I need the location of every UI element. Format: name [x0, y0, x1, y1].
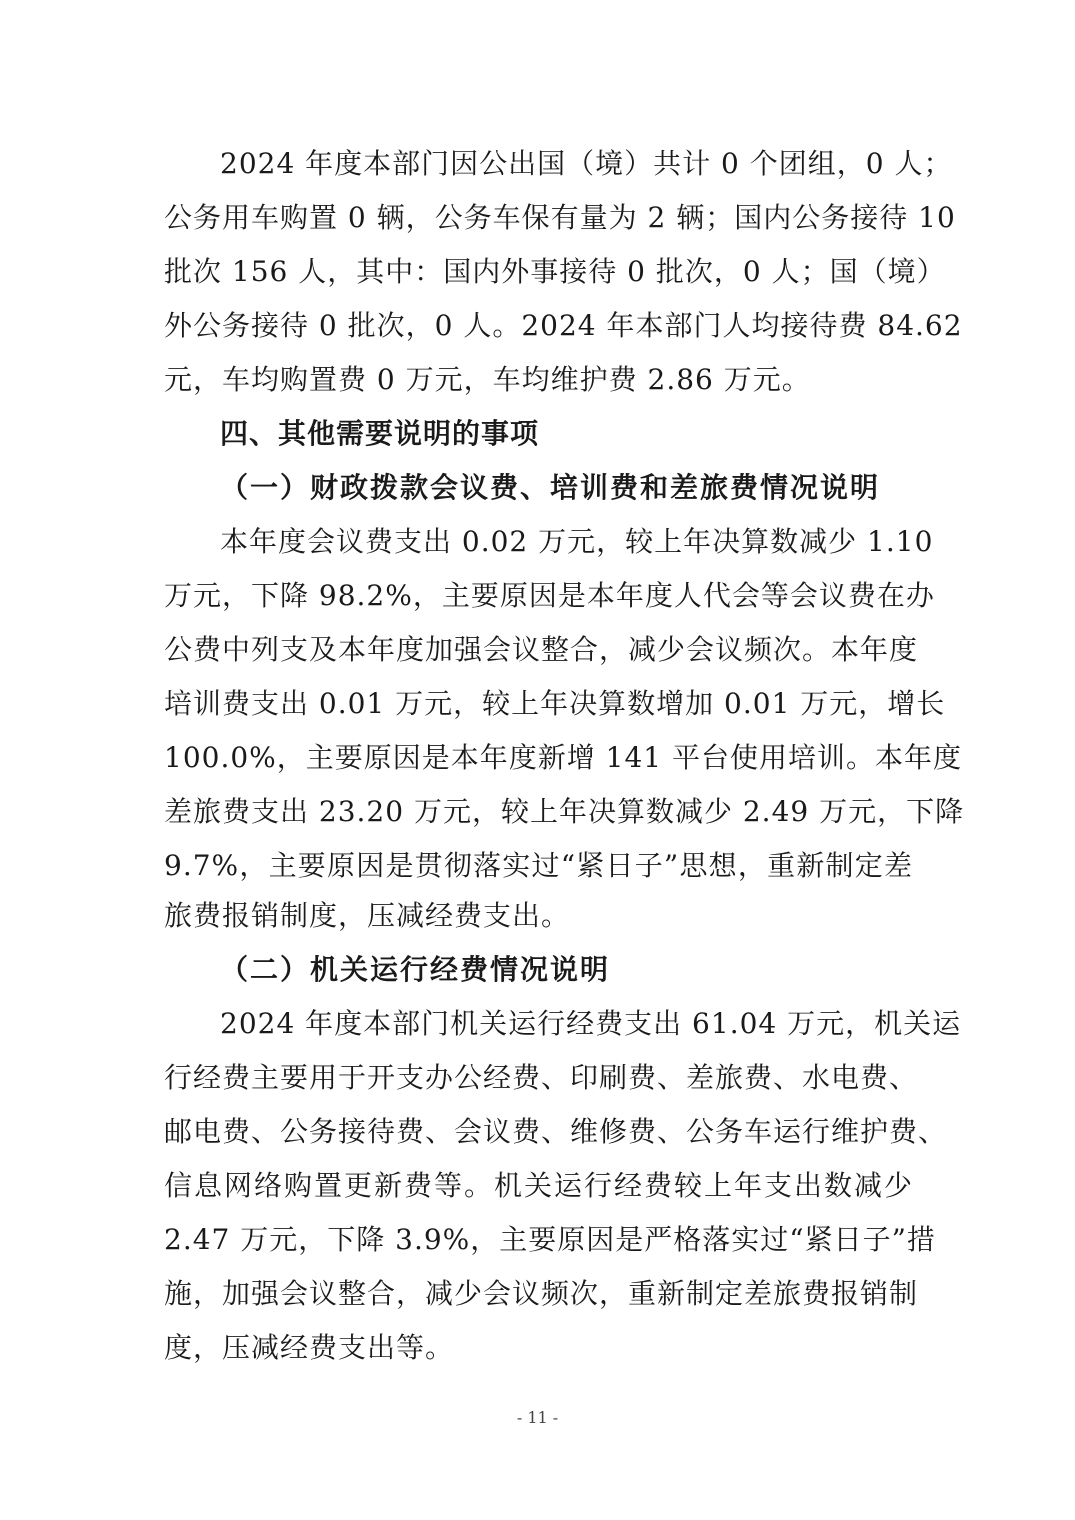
subsection-heading: （一）财政拨款会议费、培训费和差旅费情况说明 — [220, 471, 881, 504]
page-number: - 11 - — [516, 1408, 559, 1427]
paragraph-line: 2024 年度本部门机关运行经费支出 61.04 万元，机关运 — [220, 1007, 962, 1040]
paragraph-line: 外公务接待 0 批次，0 人。2024 年本部门人均接待费 84.62 — [164, 309, 963, 342]
section-heading: 四、其他需要说明的事项 — [220, 417, 540, 450]
paragraph-line: 公务用车购置 0 辆，公务车保有量为 2 辆；国内公务接待 10 — [164, 201, 956, 234]
paragraph-line: 旅费报销制度，压减经费支出。 — [164, 899, 571, 932]
paragraph-line: 本年度会议费支出 0.02 万元，较上年决算数减少 1.10 — [220, 525, 934, 558]
paragraph-line: 培训费支出 0.01 万元，较上年决算数增加 0.01 万元，增长 — [164, 687, 946, 720]
paragraph-line: 信息网络购置更新费等。机关运行经费较上年支出数减少 — [164, 1169, 913, 1202]
paragraph-line: 度，压减经费支出等。 — [164, 1331, 455, 1364]
paragraph-line: 邮电费、公务接待费、会议费、维修费、公务车运行维护费、 — [164, 1115, 948, 1148]
paragraph-line: 100.0%，主要原因是本年度新增 141 平台使用培训。本年度 — [164, 741, 963, 774]
paragraph-line: 元，车均购置费 0 万元，车均维护费 2.86 万元。 — [164, 363, 811, 396]
paragraph-line: 批次 156 人，其中：国内外事接待 0 批次，0 人；国（境） — [164, 255, 946, 288]
paragraph-line: 万元，下降 98.2%，主要原因是本年度人代会等会议费在办 — [164, 579, 935, 612]
paragraph-line: 差旅费支出 23.20 万元，较上年决算数减少 2.49 万元，下降 — [164, 795, 965, 828]
paragraph-line: 公费中列支及本年度加强会议整合，减少会议频次。本年度 — [164, 633, 919, 666]
paragraph-line: 9.7%，主要原因是贯彻落实过“紧日子”思想，重新制定差 — [164, 849, 913, 882]
paragraph-line: 2024 年度本部门因公出国（境）共计 0 个团组，0 人； — [220, 147, 953, 180]
paragraph-line: 2.47 万元，下降 3.9%，主要原因是严格落实过“紧日子”措 — [164, 1223, 936, 1256]
paragraph-line: 行经费主要用于开支办公经费、印刷费、差旅费、水电费、 — [164, 1061, 919, 1094]
subsection-heading: （二）机关运行经费情况说明 — [220, 953, 611, 986]
paragraph-line: 施，加强会议整合，减少会议频次，重新制定差旅费报销制 — [164, 1277, 919, 1310]
